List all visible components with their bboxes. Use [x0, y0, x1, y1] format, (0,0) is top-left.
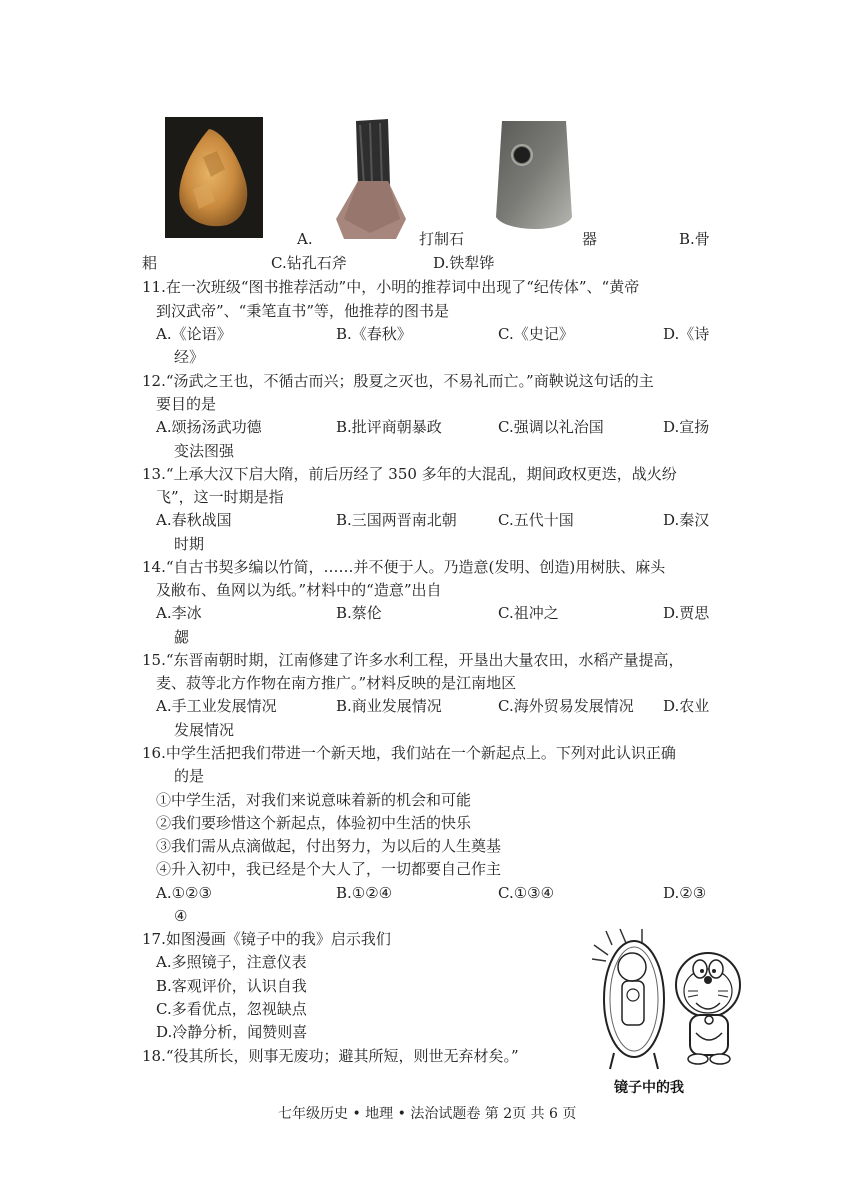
q15-option-c: C.海外贸易发展情况 — [498, 697, 634, 715]
q15-stem-line1: 15.“东晋南朝时期，江南修建了许多水利工程，开垦出大量农田，水稻产量提高， — [142, 651, 684, 669]
q11-stem-line2: 到汉武帝”、“秉笔直书”等，他推荐的图书是 — [156, 302, 450, 320]
q15-option-a: A.手工业发展情况 — [156, 697, 277, 715]
q14-option-b: B.蔡伦 — [336, 604, 382, 622]
q11-option-d: D.《诗 — [663, 325, 710, 343]
q12-stem-line2: 要目的是 — [156, 395, 217, 413]
stone-tool-photo — [165, 117, 263, 238]
q11-option-b: B.《春秋》 — [336, 325, 412, 343]
q16-option-d: D.②③ — [663, 884, 707, 902]
q12-option-c: C.强调以礼治国 — [498, 418, 604, 436]
q12-stem-line1: 12.“汤武之王也，不循古而兴；殷夏之灭也，不易礼而亡。”商鞅说这句话的主 — [142, 372, 654, 390]
q17-stem: 17.如图漫画《镜子中的我》启示我们 — [142, 930, 391, 948]
q16-option-b: B.①②④ — [336, 884, 393, 902]
q16-item-2: ②我们要珍惜这个新起点，体验初中生活的快乐 — [156, 814, 472, 832]
q13-option-b: B.三国两晋南北朝 — [336, 511, 457, 529]
q16-item-1: ①中学生活，对我们来说意味着新的机会和可能 — [156, 791, 472, 809]
q14-stem-line2: 及敝布、鱼网以为纸。”材料中的“造意”出自 — [156, 581, 442, 599]
q13-stem-line2: 飞”，这一时期是指 — [156, 488, 284, 506]
q16-option-c: C.①③④ — [498, 884, 555, 902]
q17-option-c: C.多看优点，忽视缺点 — [156, 1000, 307, 1018]
q11-stem-line1: 11.在一次班级“图书推荐活动”中，小明的推荐词中出现了“纪传体”、“黄帝 — [142, 278, 640, 296]
q12-option-d: D.宣扬 — [663, 418, 710, 436]
cartoon-caption: 镜子中的我 — [614, 1080, 684, 1096]
q10-option-a-text-end: 器 — [582, 230, 598, 248]
q16-option-d-wrap: ④ — [174, 907, 188, 925]
q14-option-a: A.李冰 — [156, 604, 202, 622]
q11-option-a: A.《论语》 — [156, 325, 232, 343]
q14-option-d: D.贾思 — [663, 604, 710, 622]
q13-option-d-wrap: 时期 — [174, 535, 205, 553]
q12-option-a: A.颂扬汤武功德 — [156, 418, 262, 436]
q17-option-b: B.客观评价，认识自我 — [156, 977, 307, 995]
q15-stem-line2: 麦、菽等北方作物在南方推广。”材料反映的是江南地区 — [156, 674, 517, 692]
q10-option-a-text: 打制石 — [419, 230, 465, 248]
q14-option-c: C.祖冲之 — [498, 604, 559, 622]
q16-option-a: A.①②③ — [156, 884, 212, 902]
q13-stem-line1: 13.“上承大汉下启大隋，前后历经了 350 多年的大混乱，期间政权更迭，战火纷 — [142, 465, 677, 483]
q15-option-b: B.商业发展情况 — [336, 697, 442, 715]
q17-option-a: A.多照镜子，注意仪表 — [156, 953, 307, 971]
stone-axe-photo — [488, 117, 580, 240]
q15-option-d-wrap: 发展情况 — [174, 721, 235, 739]
q11-option-d-wrap: 经》 — [174, 348, 205, 366]
q16-stem-line2: 的是 — [174, 767, 205, 785]
q12-option-d-wrap: 变法图强 — [174, 442, 235, 460]
q16-item-3: ③我们需从点滴做起，付出努力，为以后的人生奠基 — [156, 837, 502, 855]
q12-option-b: B.批评商朝暴政 — [336, 418, 442, 436]
q11-option-c: C.《史记》 — [498, 325, 574, 343]
q10-option-d: D.铁犁铧 — [433, 254, 495, 272]
q14-stem-line1: 14.“自古书契多编以竹简，……并不便于人。乃造意(发明、创造)用树肤、麻头 — [142, 558, 666, 576]
q16-stem-line1: 16.中学生活把我们带进一个新天地，我们站在一个新起点上。下列对此认识正确 — [142, 744, 676, 762]
bone-spade-photo — [330, 115, 410, 243]
page-footer: 七年级历史 • 地理 • 法治试题卷 第 2页 共 6 页 — [278, 1106, 577, 1122]
q10-option-b-wrap: 耜 — [142, 254, 158, 272]
q13-option-c: C.五代十国 — [498, 511, 574, 529]
q18-stem: 18.“役其所长，则事无废功；避其所短，则世无弃材矣。” — [142, 1047, 519, 1065]
q15-option-d: D.农业 — [663, 697, 710, 715]
q14-option-d-wrap: 勰 — [174, 628, 190, 646]
mirror-cartoon — [586, 925, 756, 1097]
q17-option-d: D.冷静分析，闻赞则喜 — [156, 1023, 308, 1041]
q13-option-d: D.秦汉 — [663, 511, 710, 529]
q10-option-b: B.骨 — [679, 230, 710, 248]
q10-option-c: C.钻孔石斧 — [271, 254, 347, 272]
q13-option-a: A.春秋战国 — [156, 511, 232, 529]
q16-item-4: ④升入初中，我已经是个大人了，一切都要自己作主 — [156, 860, 502, 878]
q10-option-a-label: A. — [297, 230, 313, 248]
